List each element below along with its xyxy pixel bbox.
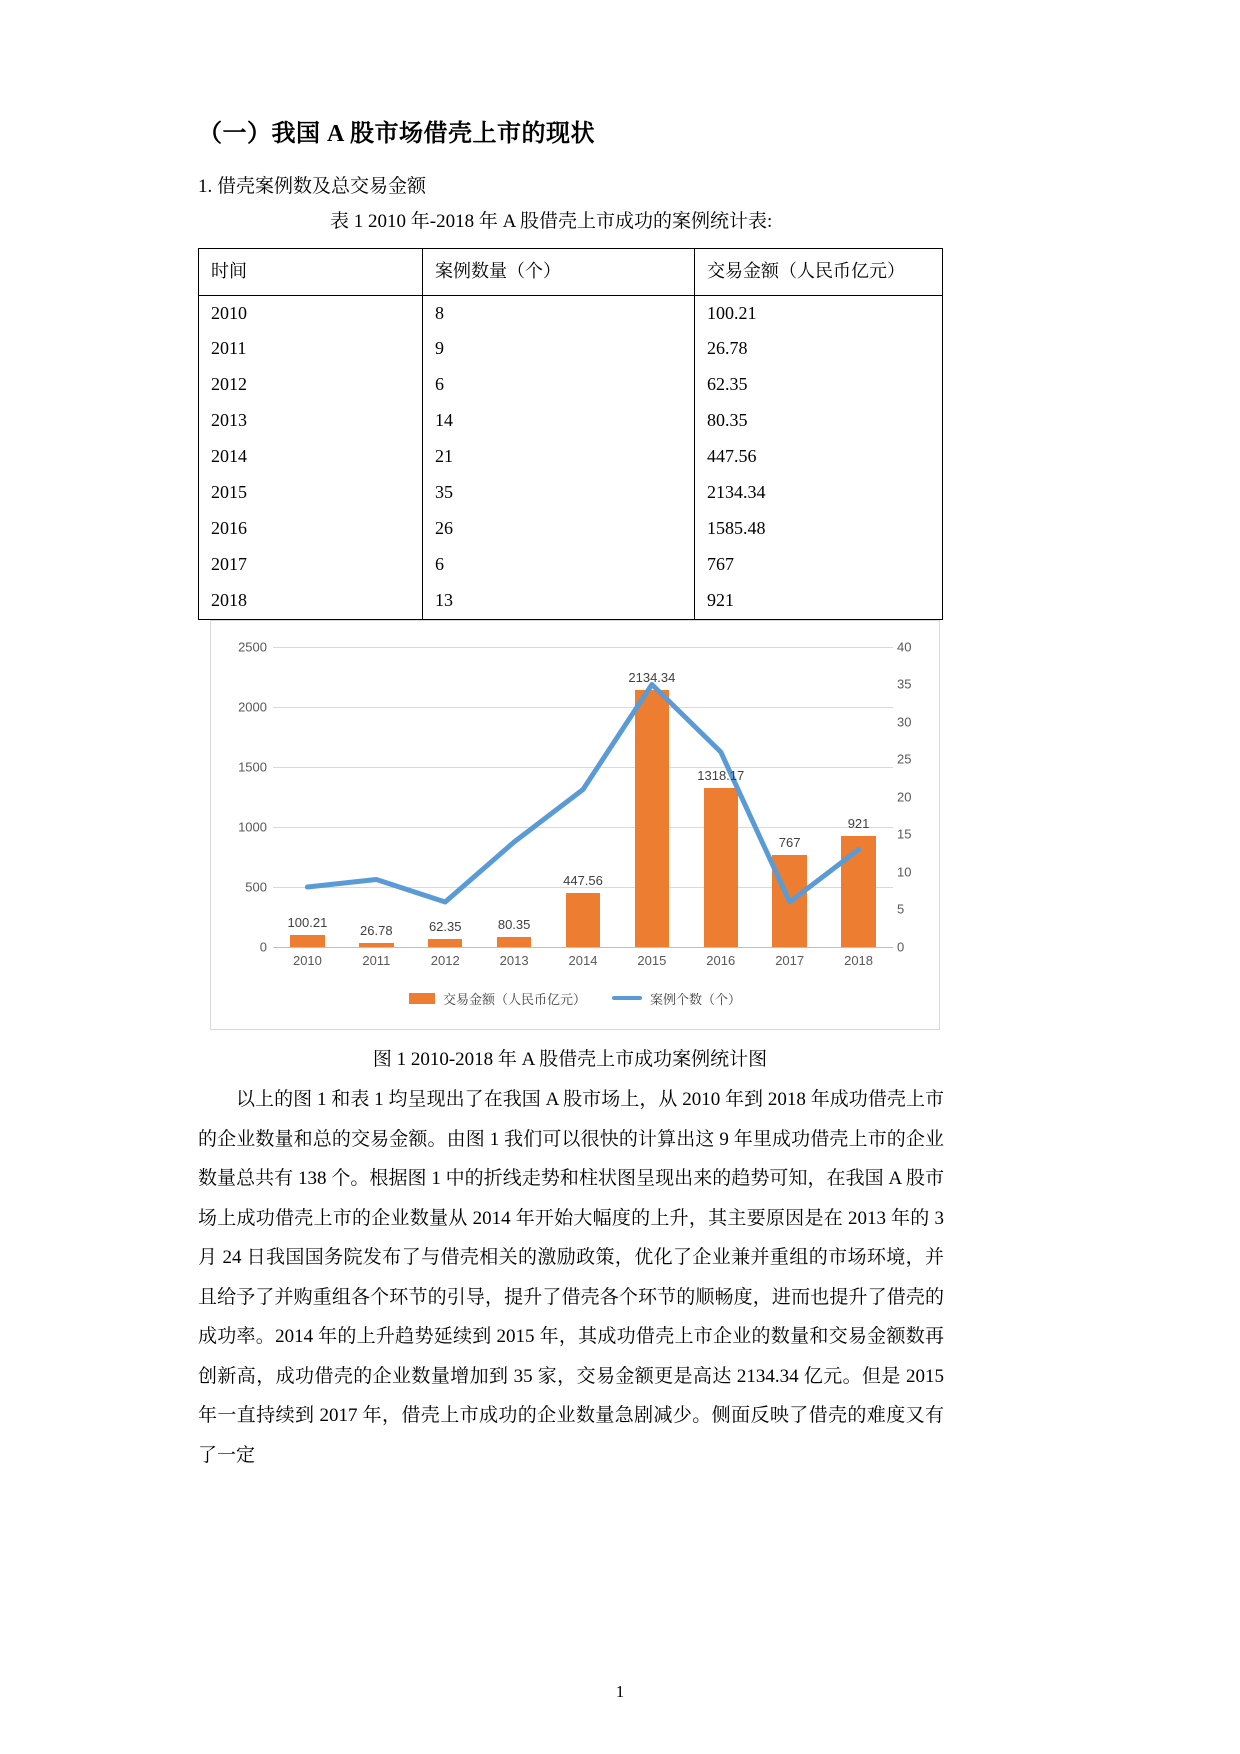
legend-label-case-count: 案例个数（个） bbox=[650, 991, 742, 1007]
x-axis-label: 2014 bbox=[568, 952, 598, 968]
right-axis-tick: 20 bbox=[897, 789, 912, 805]
bar-value-label: 62.35 bbox=[428, 919, 462, 935]
cell-year: 2010 bbox=[199, 295, 423, 331]
cell-year: 2011 bbox=[199, 331, 423, 367]
cell-amount: 26.78 bbox=[695, 331, 943, 367]
cell-amount: 447.56 bbox=[695, 439, 943, 475]
bar-value-label: 26.78 bbox=[360, 923, 393, 939]
right-axis-tick: 30 bbox=[897, 714, 912, 730]
body-paragraph: 以上的图 1 和表 1 均呈现出了在我国 A 股市场上，从 2010 年到 2018 年成功借壳上市的企业数量和总的交易金额。由图 1 我们可以很快的计算出这 9 年里成功借壳上市的企业数量总共有 138 个。根据图 1 中的折线走势和柱状图呈现出来的趋势可知，在我国 A 股市场上成功借壳上市的企业数量从 2014 年开始大幅度的上升，其主要原因是在 2013 年的 3 月 24 日我国国务院发布了与借壳相关的激励政策，优化了企业兼并重组的市场环境，并且给予了并购重组各个环节的引导，提升了借壳各个环节的顺畅度，进而也提升了借壳的成功率。2014 年的上升趋势延续到 2015 年，其成功借壳上市企业的数量和交易金额数再创新高，成功借壳的企业数量增加到 35 家，交易金额更是高达 2134.34 亿元。但是 2015 年一直持续到 2017 年，借壳上市成功的企业数量急剧减少。侧面反映了借壳的难度又有了一定 bbox=[198, 1089, 944, 1466]
cell-year: 2014 bbox=[199, 439, 423, 475]
bar-value-label: 100.21 bbox=[287, 914, 328, 930]
bar-value-label: 921 bbox=[847, 816, 870, 832]
cell-year: 2017 bbox=[199, 547, 423, 583]
table-row bbox=[199, 439, 943, 475]
cell-cases: 9 bbox=[423, 331, 695, 367]
cell-cases: 6 bbox=[423, 367, 695, 403]
cell-amount: 1585.48 bbox=[695, 511, 943, 547]
x-axis-label: 2011 bbox=[362, 952, 391, 968]
legend-item-amount bbox=[409, 989, 586, 1008]
cell-year: 2012 bbox=[199, 367, 423, 403]
table-row bbox=[199, 331, 943, 367]
x-axis-label: 2012 bbox=[430, 952, 460, 968]
table-row bbox=[199, 511, 943, 547]
right-axis-tick: 40 bbox=[897, 639, 912, 655]
table-row bbox=[199, 547, 943, 583]
left-axis-tick: 500 bbox=[245, 879, 267, 895]
page-title: （一）我国 A 股市场借壳上市的现状 bbox=[198, 121, 596, 147]
x-axis-label: 2010 bbox=[292, 952, 322, 968]
cell-year: 2015 bbox=[199, 475, 423, 511]
cell-cases: 14 bbox=[423, 403, 695, 439]
cell-cases: 6 bbox=[423, 547, 695, 583]
chart-line-series bbox=[273, 647, 893, 947]
line-swatch-icon bbox=[612, 996, 642, 1000]
left-axis-tick: 1500 bbox=[238, 759, 267, 775]
right-axis-tick: 35 bbox=[897, 676, 912, 692]
table-header-cell-time: 时间 bbox=[199, 248, 423, 295]
bar-value-label: 1318.17 bbox=[697, 768, 745, 784]
cell-amount: 921 bbox=[695, 583, 943, 619]
cell-cases: 13 bbox=[423, 583, 695, 619]
right-axis-tick: 0 bbox=[897, 939, 905, 955]
left-axis-tick: 2500 bbox=[238, 639, 267, 655]
table-row bbox=[199, 475, 943, 511]
table-body bbox=[199, 295, 943, 619]
chart-x-axis-labels bbox=[273, 953, 893, 975]
table-row bbox=[199, 583, 943, 619]
legend-item-case-count bbox=[612, 989, 741, 1008]
cell-amount: 80.35 bbox=[695, 403, 943, 439]
combo-chart bbox=[210, 620, 940, 1030]
bar-swatch-icon bbox=[409, 993, 435, 1004]
bar-value-label: 767 bbox=[778, 834, 801, 850]
left-axis-tick: 2000 bbox=[238, 699, 267, 715]
cell-cases: 8 bbox=[423, 295, 695, 331]
cell-year: 2013 bbox=[199, 403, 423, 439]
x-axis-label: 2015 bbox=[637, 952, 667, 968]
cell-amount: 2134.34 bbox=[695, 475, 943, 511]
right-axis-tick: 10 bbox=[897, 864, 912, 880]
case-statistics-table bbox=[198, 248, 943, 620]
cell-amount: 100.21 bbox=[695, 295, 943, 331]
bar-value-label: 447.56 bbox=[563, 872, 603, 888]
cell-year: 2018 bbox=[199, 583, 423, 619]
right-axis-tick: 15 bbox=[897, 826, 912, 842]
left-axis-tick: 0 bbox=[259, 939, 267, 955]
x-axis-label: 2018 bbox=[844, 952, 874, 968]
case-count-line bbox=[307, 684, 858, 902]
chart-legend bbox=[211, 989, 939, 1008]
right-axis-tick: 25 bbox=[897, 751, 912, 767]
cell-amount: 62.35 bbox=[695, 367, 943, 403]
bar-value-label: 2134.34 bbox=[628, 670, 676, 686]
gridline bbox=[273, 947, 893, 948]
cell-cases: 35 bbox=[423, 475, 695, 511]
table-row bbox=[199, 367, 943, 403]
page-number: 1 bbox=[615, 1682, 625, 1701]
x-axis-label: 2013 bbox=[499, 952, 529, 968]
x-axis-label: 2016 bbox=[706, 952, 736, 968]
table-header-row bbox=[199, 248, 943, 295]
left-axis-tick: 1000 bbox=[238, 819, 267, 835]
right-axis-tick: 5 bbox=[897, 901, 905, 917]
cell-cases: 21 bbox=[423, 439, 695, 475]
table-row bbox=[199, 403, 943, 439]
cell-cases: 26 bbox=[423, 511, 695, 547]
table-row bbox=[199, 295, 943, 331]
x-axis-label: 2017 bbox=[775, 952, 805, 968]
cell-year: 2016 bbox=[199, 511, 423, 547]
figure-caption: 图 1 2010-2018 年 A 股借壳上市成功案例统计图 bbox=[372, 1048, 768, 1070]
chart-plot-area bbox=[238, 639, 912, 955]
subsection-title: 1. 借壳案例数及总交易金额 bbox=[198, 176, 427, 198]
cell-amount: 767 bbox=[695, 547, 943, 583]
legend-label-amount: 交易金额（人民币亿元） bbox=[442, 991, 586, 1007]
table-caption: 表 1 2010 年-2018 年 A 股借壳上市成功的案例统计表: bbox=[330, 210, 773, 232]
bar-value-label: 80.35 bbox=[497, 916, 531, 932]
table-header-cell-case-count: 案例数量（个） bbox=[423, 248, 695, 295]
table-header-cell-amount: 交易金额（人民币亿元） bbox=[695, 248, 943, 295]
